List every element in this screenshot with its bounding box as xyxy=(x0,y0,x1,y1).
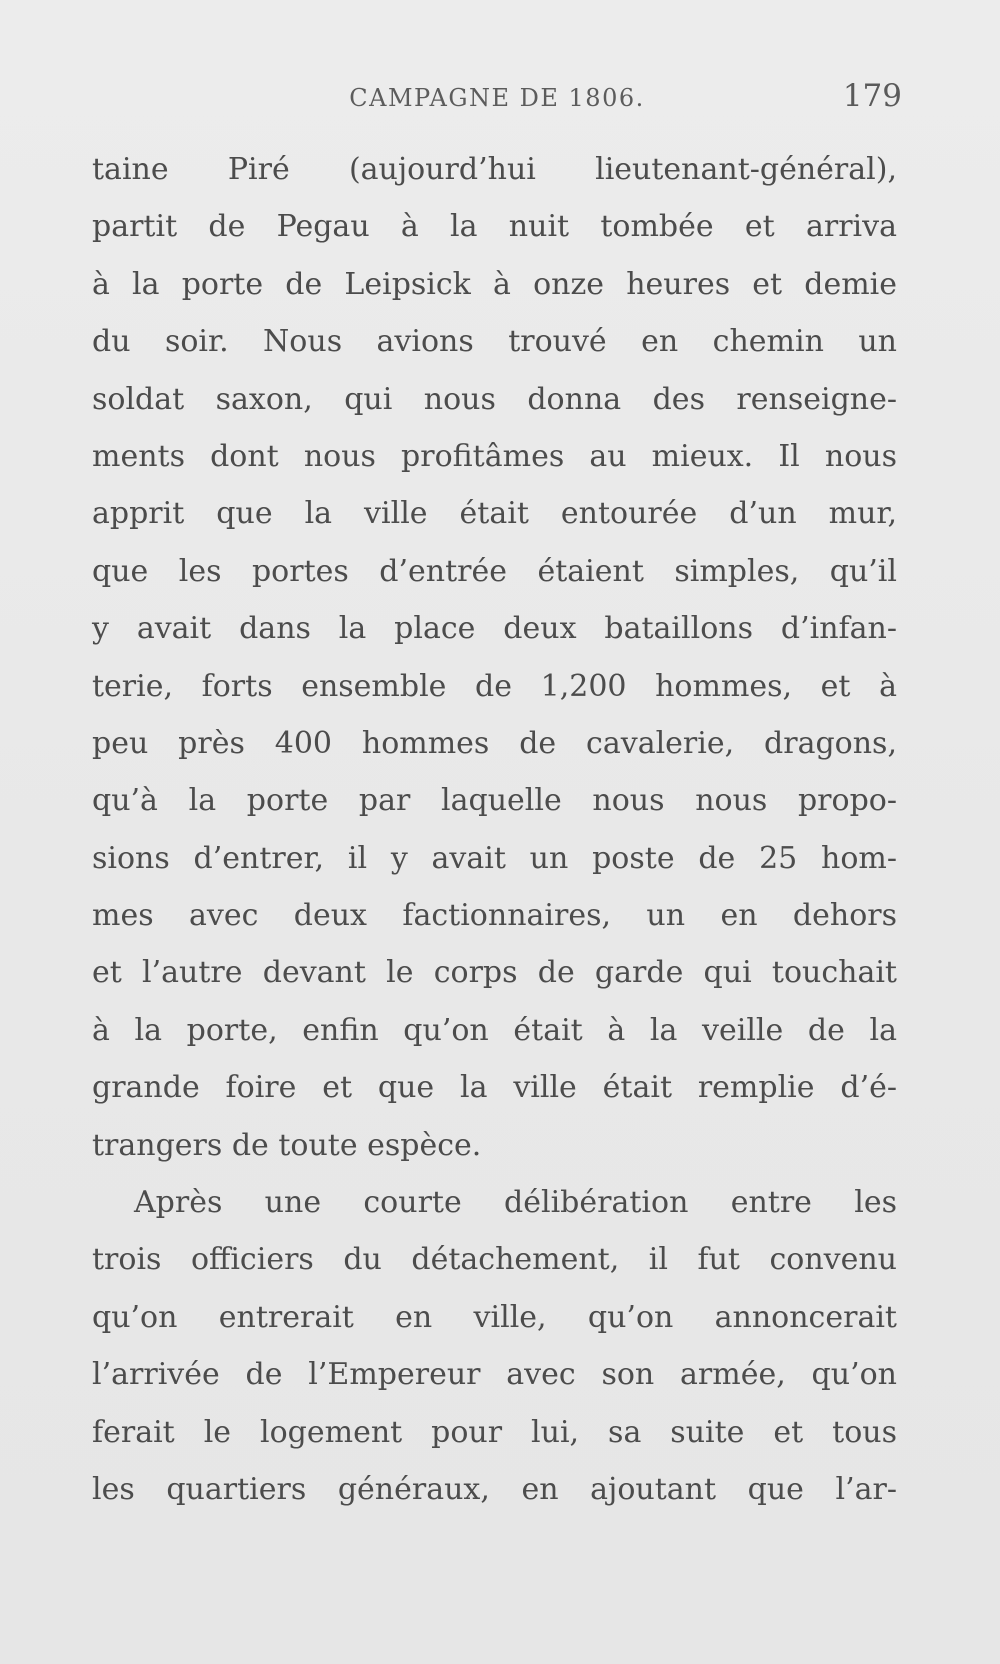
text-line: que les portes d’entrée étaient simples, qu’il xyxy=(92,553,897,589)
text-line: ferait le logement pour lui, sa suite et tous xyxy=(92,1414,897,1450)
text-line: qu’on entrerait en ville, qu’on annoncerait xyxy=(92,1299,897,1335)
text-line: soldat saxon, qui nous donna des renseigne- xyxy=(92,381,897,417)
text-line: à la porte de Leipsick à onze heures et demie xyxy=(92,266,897,302)
paragraph-2 xyxy=(92,1174,897,1518)
text-line: apprit que la ville était entourée d’un mur, xyxy=(92,496,897,532)
text-line: peu près 400 hommes de cavalerie, dragons, xyxy=(92,725,897,761)
text-line: sions d’entrer, il y avait un poste de 25 hom- xyxy=(92,840,897,876)
paragraph-1 xyxy=(92,141,897,1174)
text-line: à la porte, enfin qu’on était à la veille de la xyxy=(92,1012,897,1048)
text-line: du soir. Nous avions trouvé en chemin un xyxy=(92,324,897,360)
text-line: les quartiers généraux, en ajoutant que l’ar- xyxy=(92,1471,897,1507)
body-text xyxy=(92,141,897,1518)
running-head xyxy=(92,78,902,130)
text-line: trois officiers du détachement, il fut convenu xyxy=(92,1242,897,1278)
text-line: partit de Pegau à la nuit tombée et arriva xyxy=(92,209,897,245)
page-number: 179 xyxy=(842,78,902,114)
text-line: qu’à la porte par laquelle nous nous propo- xyxy=(92,783,897,819)
text-line: terie, forts ensemble de 1,200 hommes, et à xyxy=(92,668,897,704)
text-line: Après une courte délibération entre les xyxy=(134,1185,897,1221)
text-line: y avait dans la place deux bataillons d’infan- xyxy=(92,611,897,647)
text-line: trangers de toute espèce. xyxy=(92,1127,482,1163)
running-title: CAMPAGNE DE 1806. xyxy=(349,84,645,112)
text-line: taine Piré (aujourd’hui lieutenant-général), xyxy=(92,152,897,187)
text-line: et l’autre devant le corps de garde qui touchait xyxy=(92,955,897,991)
text-line: ments dont nous profitâmes au mieux. Il nous xyxy=(92,438,897,474)
text-line: l’arrivée de l’Empereur avec son armée, qu’on xyxy=(92,1357,897,1393)
text-line: mes avec deux factionnaires, un en dehors xyxy=(92,898,897,934)
text-line: grande foire et que la ville était remplie d’é- xyxy=(92,1070,897,1106)
